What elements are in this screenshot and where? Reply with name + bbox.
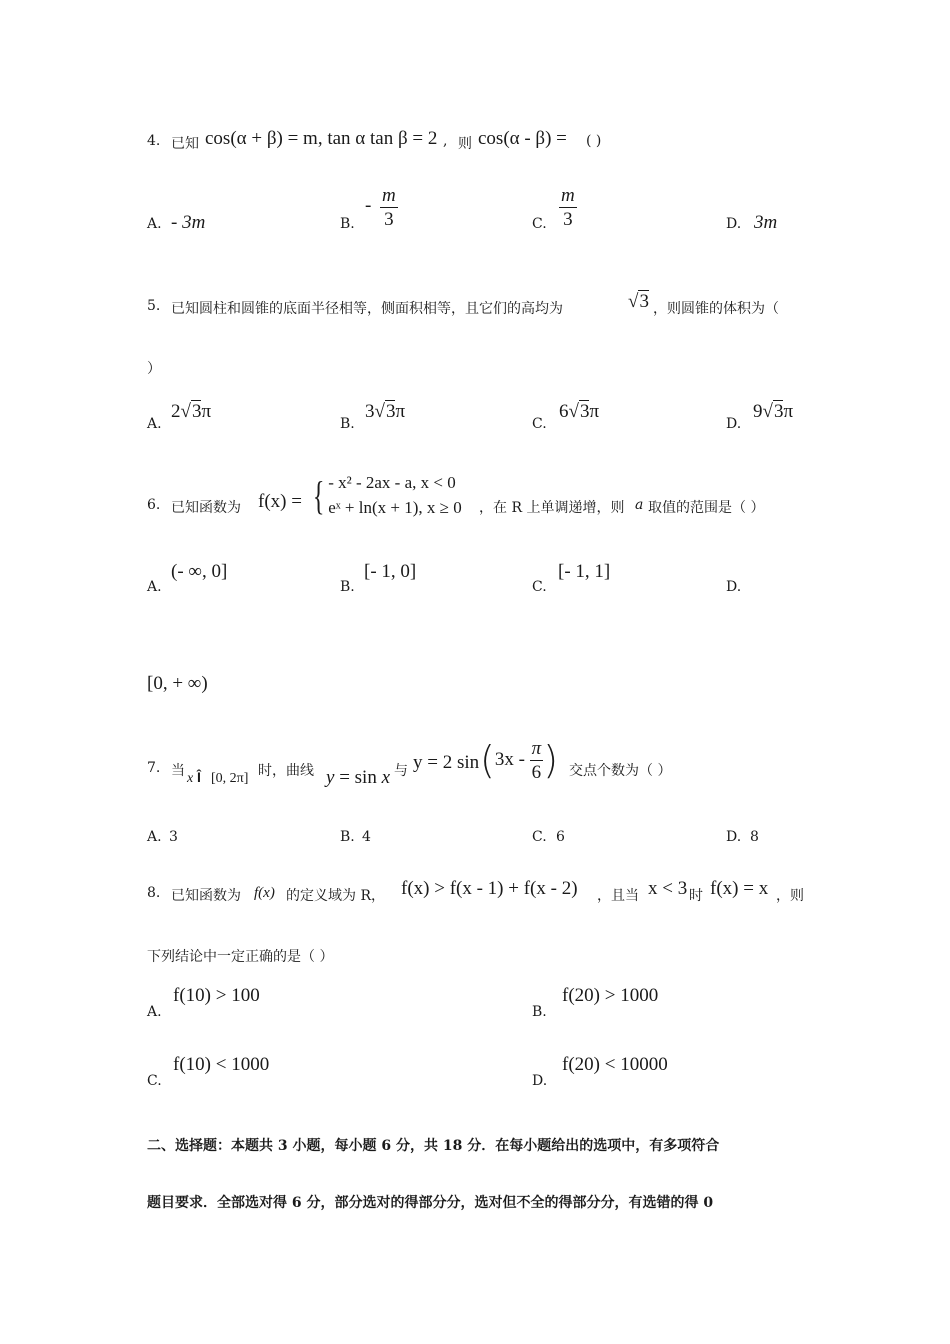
q4-option-b-label: B. (340, 216, 355, 232)
q4-option-d-label: D. (726, 216, 742, 232)
q4-prefix: 已知 (171, 136, 199, 152)
q7-number: 7. (147, 760, 161, 776)
q6-option-a-label: A. (147, 579, 162, 595)
q8-option-b-value: f(20) > 1000 (562, 985, 659, 1006)
q4-option-b-sign: - (365, 195, 372, 216)
q7-option-d-value: 8 (750, 829, 759, 845)
q6-option-b-value: [- 1, 0] (364, 561, 417, 582)
q5-option-d-label: D. (726, 416, 742, 432)
q4-option-a-label: A. (147, 216, 162, 232)
q7-and: 与 (394, 763, 408, 779)
q8-number: 8. (147, 885, 161, 901)
q7-option-a-value: 3 (169, 829, 178, 845)
q8-option-d-label: D. (532, 1073, 548, 1089)
q6-case-2: eˣ + ln(x + 1), x ≥ 0 (328, 497, 462, 517)
q5-option-d-value: 9√3π (753, 401, 794, 422)
q4-option-c-fraction (559, 186, 577, 229)
q5-option-c-pi: π (589, 401, 600, 422)
q4-then: 则 (458, 136, 472, 152)
q7-curve-1: y = sin x (326, 767, 391, 788)
q4-option-b-numerator: m (382, 185, 396, 206)
q4-option-a-value: - 3m (171, 212, 206, 233)
q8-option-c-label: C. (147, 1073, 162, 1089)
q4-option-b-fraction (380, 186, 398, 229)
q6-piecewise (309, 471, 462, 520)
q6-var: a (635, 497, 644, 513)
q4-condition: cos(α + β) = m, tan α tan β = 2 (205, 128, 438, 149)
q5-option-b-radicand: 3 (385, 401, 396, 422)
q6-option-a-value: (- ∞, 0] (171, 561, 228, 582)
q7-when: 时，曲线 (258, 763, 314, 779)
q7-curve-2-argument (480, 738, 558, 782)
q7-option-b-value: 4 (362, 829, 371, 845)
q7-option-b-label: B. (340, 829, 355, 845)
q5-number: 5. (147, 298, 161, 314)
q6-option-d-value: [0, + ∞) (147, 673, 208, 694)
q5-option-a-value: 2√3π (171, 401, 212, 422)
q8-fx: f(x) (254, 885, 275, 901)
q6-option-c-value: [- 1, 1] (558, 561, 611, 582)
q8-option-c-value: f(10) < 1000 (173, 1054, 270, 1075)
q8-domain: 的定义域为 R， (286, 888, 385, 904)
q5-option-c-label: C. (532, 416, 547, 432)
q6-suffix: 取值的范围是（ ） (648, 500, 765, 516)
q6-brace-glyph: { (312, 472, 325, 518)
q6-option-d-label: D. (726, 579, 742, 595)
q5-option-a-radicand: 3 (191, 401, 202, 422)
q5-option-c-coef: 6 (559, 401, 569, 422)
q7-curve-2-lhs: y = 2 sin (413, 752, 480, 773)
q4-option-c-denominator: 3 (563, 209, 573, 230)
q8-when: 时 (689, 888, 703, 904)
q6-case-1: - x² - 2ax - a, x < 0 (328, 473, 456, 492)
q8-condition: x < 3 (648, 878, 688, 899)
q5-close-paren: ） (147, 361, 161, 377)
q5-option-b-coef: 3 (365, 401, 375, 422)
q8-and-when: ，且当 (597, 888, 639, 904)
q6-option-c-label: C. (532, 579, 547, 595)
q6-mid-text: ，在 R 上单调递增，则 (479, 500, 625, 516)
q5-text: 已知圆柱和圆锥的底面半径相等，侧面积相等，且它们的高均为 (171, 301, 563, 317)
q8-option-a-label: A. (147, 1004, 162, 1020)
q5-option-b-pi: π (395, 401, 406, 422)
q8-equation: f(x) = x (710, 878, 769, 899)
q7-prefix: 当 (171, 763, 185, 779)
q5-text2: ，则圆锥的体积为（ (653, 301, 779, 317)
q6-number: 6. (147, 497, 161, 513)
q4-target: cos(α - β) = (478, 128, 567, 149)
q4-comma: , (443, 133, 448, 149)
q7-cond-x: x (187, 771, 194, 786)
q5-option-c-value: 6√3π (559, 401, 600, 422)
q7-cond-in: Î (197, 769, 201, 785)
q6-fx: f(x) = (258, 491, 302, 512)
q7-close-paren-glyph: ) (543, 738, 559, 782)
section-2-line-2: 题目要求．全部选对得 6 分，部分选对的得部分分，选对但不全的得部分分，有选错的得 0 (147, 1195, 714, 1211)
q7-option-c-label: C. (532, 829, 547, 845)
q5-option-a-label: A. (147, 416, 162, 432)
q7-option-c-value: 6 (556, 829, 565, 845)
q6-prefix: 已知函数为 (171, 500, 241, 516)
q7-suffix: 交点个数为（ ） (569, 763, 672, 779)
q7-option-d-label: D. (726, 829, 742, 845)
q5-option-b-label: B. (340, 416, 355, 432)
q4-option-b-denominator: 3 (384, 209, 394, 230)
q4-option-c-numerator: m (561, 185, 575, 206)
q7-pi-numerator: π (531, 737, 542, 759)
q4-option-c-label: C. (532, 216, 547, 232)
q8-inequality: f(x) > f(x - 1) + f(x - 2) (401, 878, 578, 899)
q7-cond-range: [0, 2π] (211, 771, 249, 786)
q5-option-c-radicand: 3 (579, 401, 590, 422)
q8-then: ，则 (776, 888, 804, 904)
q5-option-d-pi: π (783, 401, 794, 422)
section-2-line-1: 二、选择题：本题共 3 小题，每小题 6 分，共 18 分．在每小题给出的选项中，有多项符合 (147, 1138, 720, 1154)
q5-height: √3 (628, 291, 649, 312)
q5-option-a-pi: π (201, 401, 212, 422)
q7-curve-2-inner: 3x - (494, 749, 525, 770)
q8-prefix: 已知函数为 (171, 888, 241, 904)
q5-option-a-coef: 2 (171, 401, 181, 422)
q4-answer-paren: ( ) (586, 133, 602, 149)
q5-option-d-coef: 9 (753, 401, 763, 422)
q8-line-2: 下列结论中一定正确的是（ ） (147, 949, 334, 965)
q4-option-d-value: 3m (754, 212, 778, 233)
q7-pi-denominator: 6 (531, 761, 542, 783)
q5-option-d-radicand: 3 (773, 401, 784, 422)
q6-option-b-label: B. (340, 579, 355, 595)
q8-option-d-value: f(20) < 10000 (562, 1054, 668, 1075)
q7-option-a-label: A. (147, 829, 162, 845)
q5-option-b-value: 3√3π (365, 401, 406, 422)
q7-open-paren-glyph: ( (480, 738, 495, 782)
q5-height-radicand: 3 (639, 291, 649, 312)
q8-option-a-value: f(10) > 100 (173, 985, 260, 1006)
q4-number: 4. (147, 133, 161, 149)
q8-option-b-label: B. (532, 1004, 547, 1020)
